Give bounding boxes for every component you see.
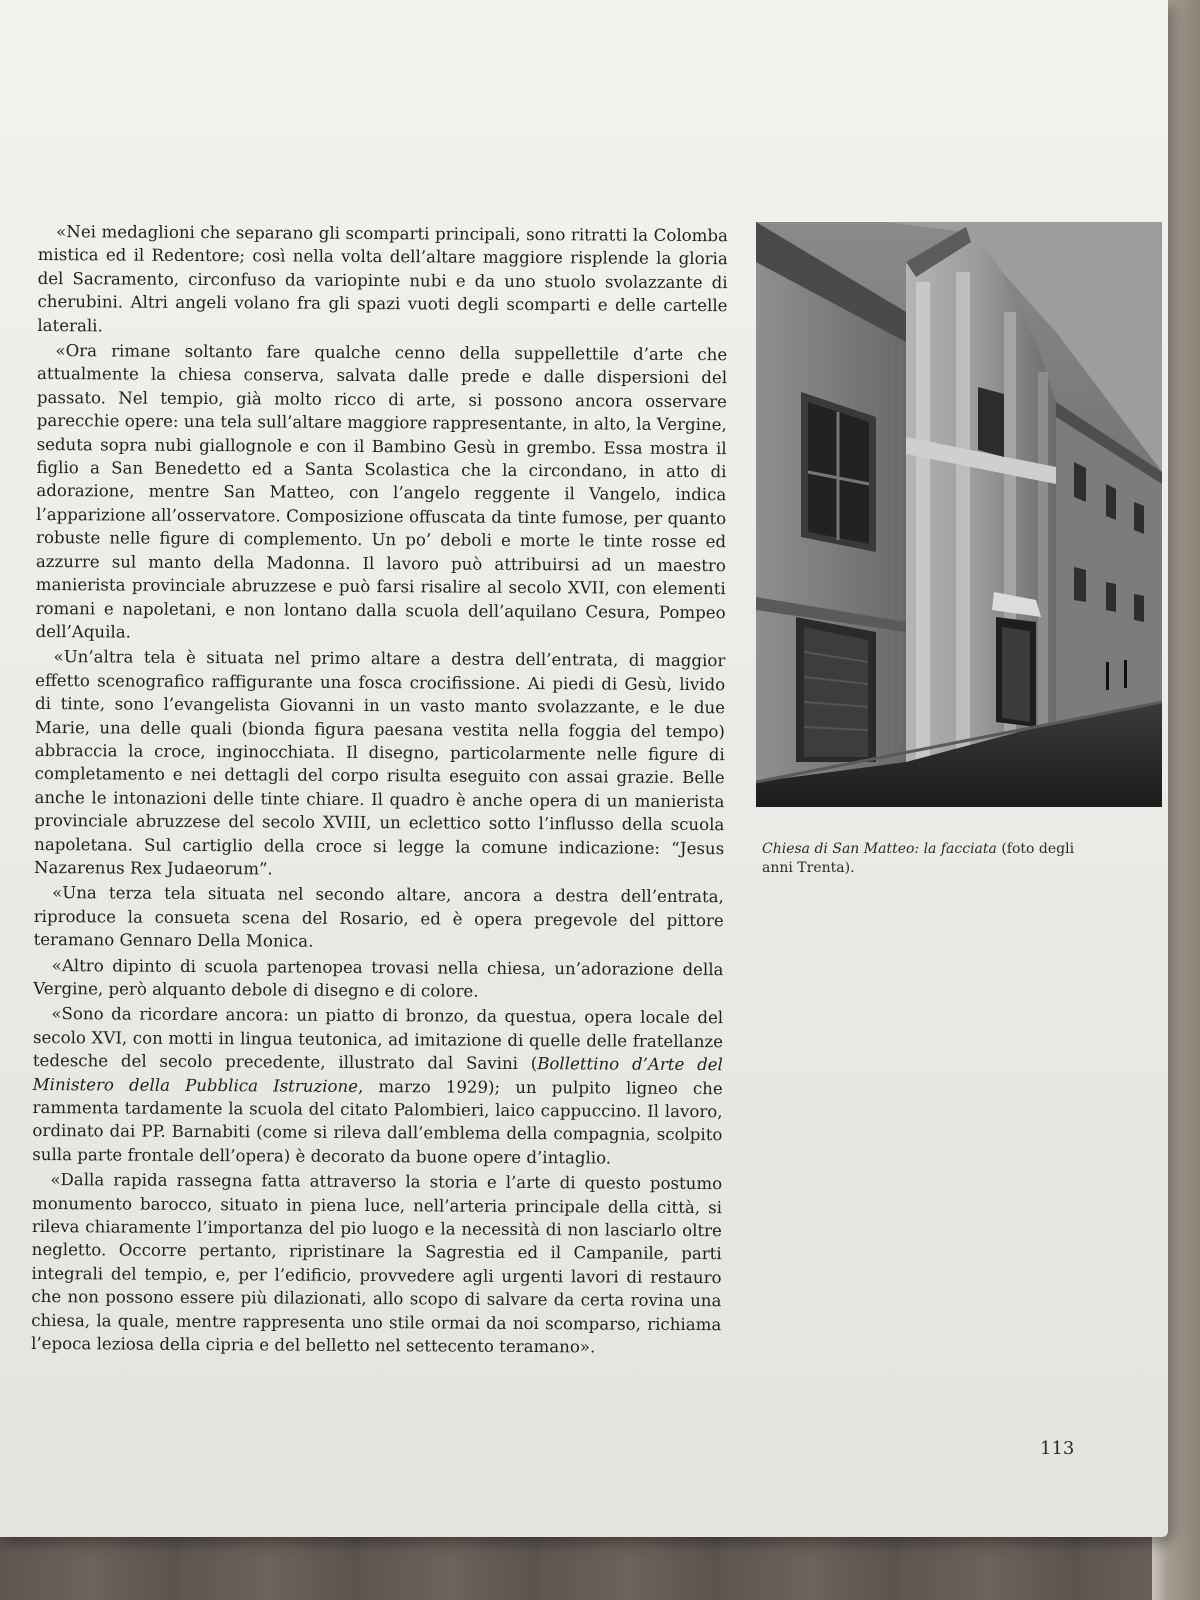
paragraph-5: «Altro dipinto di scuola partenopea trovasi nella chiesa, un’adorazione della Vergine, però alquanto debole di disegno e di colore. [33, 955, 724, 1001]
paragraph-7: «Dalla rapida rassegna fatta attraverso la storia e l’arte di questo postumo monumento barocco, situato in piena luce, nell’arteria principale della città, si rileva chiaramente l’importanza del pio luogo e la necessità di non lasciarlo oltre negletto. Occorre pertanto, ripristinare la Sagrestia ed il Campanile, parti integrali del tempio, e, per l’edificio, provvedere agli urgenti lavori di restauro che non possono essere più dilazionati, allo scopo di salvare da certa rovina una chiesa, la quale, mentre rappresenta uno stile ormai da noi scomparso, richiama l’epoca leziosa della cipria e del belletto nel settecento teramano». [31, 1170, 723, 1357]
paragraph-6-text-a: «Sono da ricordare ancora: un piatto di bronzo, da questua, opera locale del secolo XVI, con motti in lingua teutonica, ad imitazione di quelle delle fratellanze tedesche del secolo precedente, illustrato dal Savini ( [32, 1004, 724, 1074]
paragraph-6-text-b: , marzo 1929); un pulpito ligneo che rammenta tardamente la scuola del citato Palombieri, laico cappuccino. Il lavoro, ordinato dai PP. Barnabiti (come si rileva dall’emblema della compagnia, scolpito sulla parte frontale dell’opera) è decorato da buone opere d’intaglio. [32, 1076, 723, 1168]
page-number: 113 [1040, 1438, 1075, 1459]
paragraph-4: «Una terza tela situata nel secondo altare, ancora a destra dell’entrata, riproduce la consueta scena del Rosario, ed è opera pregevole del pittore teramano Gennaro Della Monica. [33, 883, 724, 951]
church-facade-illustration [756, 222, 1162, 807]
paragraph-6-citation: Bollettino d’Arte del Ministero della Pubblica Istruzione [32, 1054, 723, 1096]
paragraph-6 [32, 1002, 723, 1170]
caption-note: (foto degli anni Trenta). [762, 841, 1075, 876]
church-facade-photo [756, 222, 1162, 807]
paragraph-2: «Ora rimane soltanto fare qualche cenno della suppellettile d’arte che attualmente la chiesa conserva, salvata dalle prede e dalle dispersioni del passato. Nel tempio, già molto ricco di arte, si possono ancora osservare parecchie opere: una tela sull’altare maggiore rappresentante, in alto, la Vergine, seduta sopra nubi giallognole e con il Bambino Gesù in grembo. Essa mostra il figlio a San Benedetto ed a Santa Scolastica che la circondano, in atto di adorazione, mentre San Matteo, con l’angelo reggente il Vangelo, indica l’apparizione all’osservatore. Composizione offuscata da tinte fumose, per quanto robuste nelle figure di complemento. Un po’ deboli e morte le tinte rosse ed azzurre sul manto della Madonna. Il lavoro può attribuirsi ad un maestro manierista provinciale abruzzese e può farsi risalire al secolo XVII, con elementi romani e napoletani, e non lontano dalla scuola dell’aquilano Cesura, Pompeo dell’Aquila. [35, 341, 728, 642]
figure-caption [762, 840, 1092, 878]
body-text [31, 220, 728, 1362]
paragraph-3: «Un’altra tela è situata nel primo altare a destra dell’entrata, di maggior effetto scenografico raffigurante una fosca crocifissione. Ai piedi di Gesù, livido di tinte, sono l’evangelista Giovanni in un vasto manto svolazzante, e le due Marie, una delle quali (bionda figura paesana vestita nella foggia del tempo) abbraccia la croce, inginocchiata. Il disegno, particolarmente nelle figure di completamento e nei dettagli del corpo risulta eseguito con assai grazie. Belle anche le intonazioni delle tinte chiare. Il quadro è anche opera di un manierista provinciale abruzzese del secolo XVIII, un eclettico sotto l’influsso della scuola napoletana. Sul cartiglio della croce si legge la comune indicazione: “Jesus Nazarenus Rex Judaeorum”. [33, 647, 726, 879]
caption-title: Chiesa di San Matteo: la facciata [762, 841, 997, 857]
paragraph-1: «Nei medaglioni che separano gli scomparti principali, sono ritratti la Colomba mistica ed il Redentore; così nella volta dell’altare maggiore risplende la gloria del Sacramento, circonfuso da variopinte nubi e da uno stuolo svolazzante di cherubini. Altri angeli volano fra gli spazi vuoti degli scomparti e delle cartelle laterali. [37, 222, 728, 336]
